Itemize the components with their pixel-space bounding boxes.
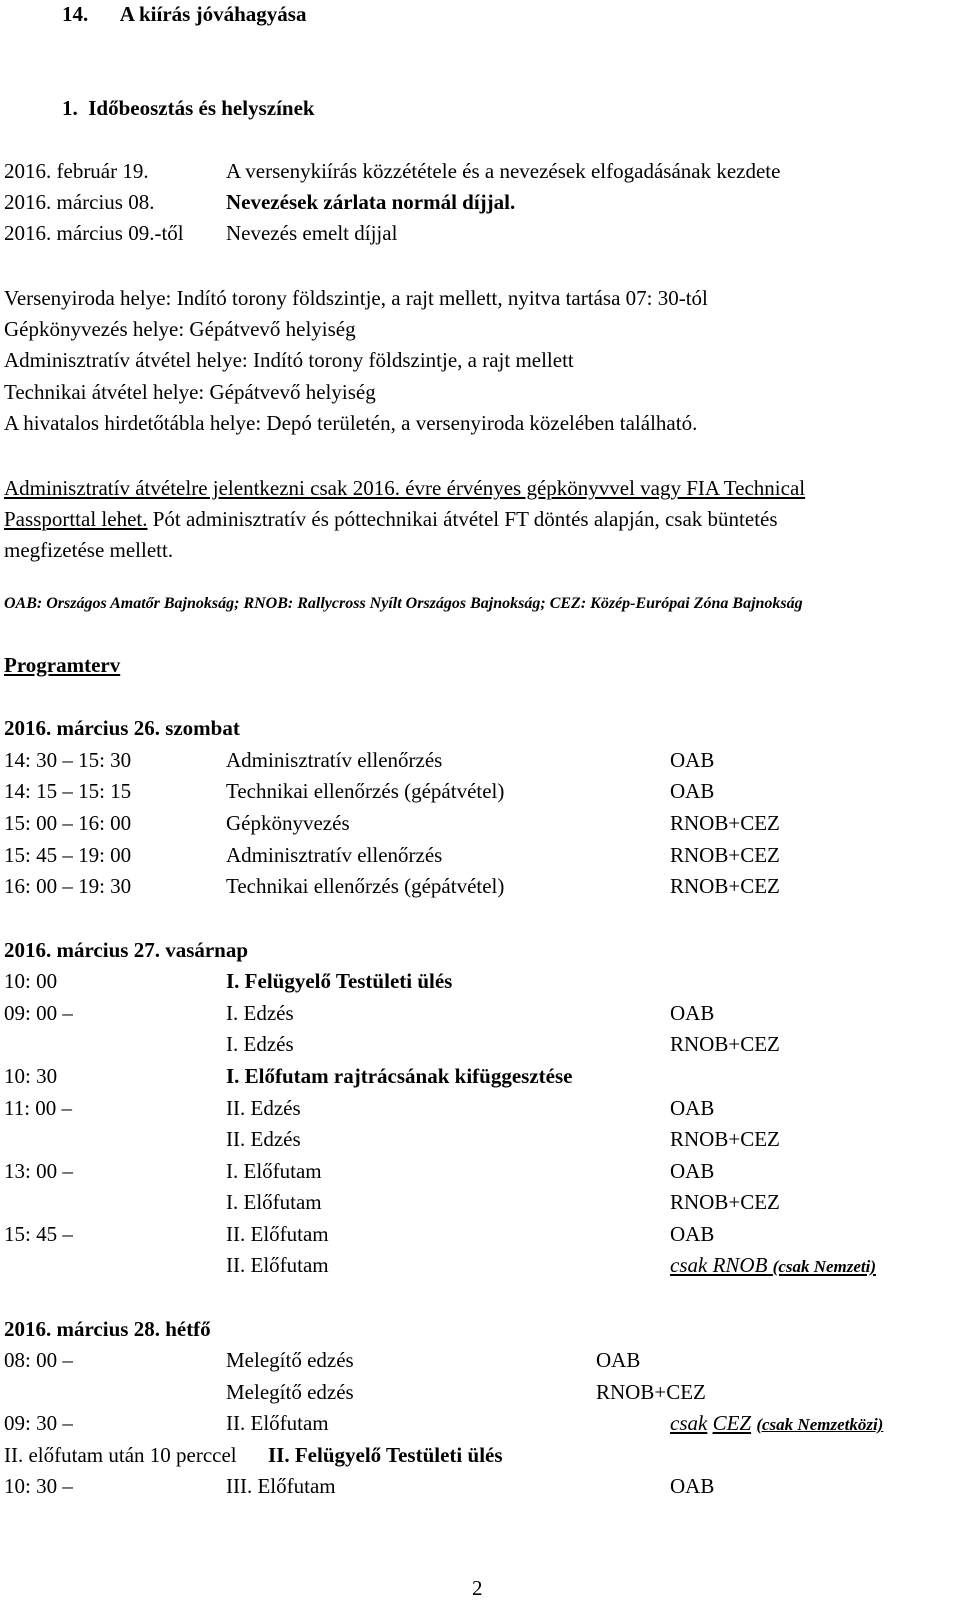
event-cell: II. Előfutam (226, 1222, 329, 1246)
class-cell: RNOB+CEZ (670, 811, 780, 835)
class-cell: RNOB+CEZ (670, 1032, 780, 1056)
event-cell: Adminisztratív ellenőrzés (226, 843, 443, 867)
abbreviation-legend: OAB: Országos Amatőr Bajnokság; RNOB: Rallycross Nyílt Országos Bajnokság; CEZ: Közép-Európai Zóna Bajnokság (4, 595, 803, 612)
schedule-row (0, 845, 960, 871)
time-cell: II. előfutam után 10 perccel (4, 1443, 237, 1467)
date-text: Nevezések zárlata normál díjjal. (226, 190, 516, 214)
schedule-row (0, 1192, 960, 1218)
event-cell: Technikai ellenőrzés (gépátvétel) (226, 779, 505, 803)
class-cell: RNOB+CEZ (670, 843, 780, 867)
time-cell: 09: 30 – (4, 1411, 73, 1435)
event-cell: I. Előfutam (226, 1190, 322, 1214)
location-line: Technikai átvétel helye: Gépátvevő helyiség (4, 380, 376, 404)
time-cell: 15: 45 – 19: 00 (4, 843, 132, 867)
class-main: CEZ (712, 1411, 752, 1435)
schedule-row (0, 1098, 960, 1124)
class-cell: RNOB+CEZ (670, 874, 780, 898)
class-cell: OAB (670, 1222, 715, 1246)
date-label: 2016. március 08. (4, 190, 155, 214)
time-cell: 14: 15 – 15: 15 (4, 779, 132, 803)
time-cell: 10: 30 (4, 1064, 58, 1088)
schedule-row (0, 1034, 960, 1060)
admin-note-line: Adminisztratív átvételre jelentkezni csak 2016. évre érvényes gépkönyvvel vagy FIA Technical (4, 476, 806, 500)
day-title: 2016. március 27. vasárnap (4, 938, 249, 962)
event-cell: Adminisztratív ellenőrzés (226, 748, 443, 772)
program-title: Programterv (4, 653, 121, 677)
schedule-row (0, 1003, 960, 1029)
class-cell: RNOB+CEZ (596, 1380, 706, 1404)
class-cell: OAB (670, 748, 715, 772)
admin-note-rest: Pót adminisztratív és póttechnikai átvétel FT döntés alapján, csak büntetés (147, 507, 778, 531)
date-text: A versenykiírás közzététele és a nevezések elfogadásának kezdete (226, 159, 781, 183)
class-cell: OAB (670, 1096, 715, 1120)
schedule-row (0, 1476, 960, 1502)
schedule-row (0, 1413, 960, 1439)
admin-note-line (4, 509, 778, 530)
time-cell: 15: 45 – (4, 1222, 73, 1246)
schedule-row (0, 813, 960, 839)
class-main: csak RNOB (670, 1253, 768, 1277)
schedule-row (0, 971, 960, 997)
location-line: Gépkönyvezés helye: Gépátvevő helyiség (4, 317, 356, 341)
event-cell: I. Előfutam rajtrácsának kifüggesztése (226, 1064, 573, 1088)
event-cell: I. Edzés (226, 1001, 294, 1025)
admin-note-line: megfizetése mellett. (4, 538, 174, 562)
class-cell: OAB (670, 779, 715, 803)
time-cell: 09: 00 – (4, 1001, 73, 1025)
event-cell: I. Felügyelő Testületi ülés (226, 969, 453, 993)
schedule-row (0, 1255, 960, 1281)
schedule-row (0, 1350, 960, 1376)
event-cell: III. Előfutam (226, 1474, 336, 1498)
class-cell (670, 1413, 883, 1434)
location-line: A hivatalos hirdetőtábla helye: Depó területén, a versenyiroda közelében található. (4, 411, 698, 435)
time-cell: 14: 30 – 15: 30 (4, 748, 132, 772)
time-cell: 16: 00 – 19: 30 (4, 874, 132, 898)
event-cell: II. Felügyelő Testületi ülés (268, 1443, 503, 1467)
schedule-row (0, 1224, 960, 1250)
class-cell (670, 1255, 876, 1276)
event-cell: II. Előfutam (226, 1253, 329, 1277)
schedule-row (0, 781, 960, 807)
schedule-row (0, 876, 960, 902)
location-line: Adminisztratív átvétel helye: Indító torony földszintje, a rajt mellett (4, 348, 574, 372)
schedule-row (0, 1382, 960, 1408)
section-heading: 14. A kiírás jóváhagyása (62, 2, 307, 26)
event-cell: I. Edzés (226, 1032, 294, 1056)
time-cell: 11: 00 – (4, 1096, 73, 1120)
class-word: csak (670, 1411, 708, 1435)
time-cell: 15: 00 – 16: 00 (4, 811, 132, 835)
location-line: Versenyiroda helye: Indító torony földszintje, a rajt mellett, nyitva tartása 07: 30-tól (4, 286, 708, 310)
event-cell: I. Előfutam (226, 1159, 322, 1183)
event-cell: Technikai ellenőrzés (gépátvétel) (226, 874, 505, 898)
date-label: 2016. február 19. (4, 159, 149, 183)
subsection-heading: 1. Időbeosztás és helyszínek (62, 96, 315, 120)
schedule-row (0, 1066, 960, 1092)
admin-note-underlined: Passporttal lehet. (4, 507, 148, 531)
date-label: 2016. március 09.-től (4, 221, 184, 245)
event-cell: Melegítő edzés (226, 1348, 354, 1372)
schedule-row (0, 750, 960, 776)
time-cell: 08: 00 – (4, 1348, 73, 1372)
time-cell: 10: 00 (4, 969, 58, 993)
event-cell: II. Edzés (226, 1096, 301, 1120)
class-cell: OAB (670, 1474, 715, 1498)
time-cell: 10: 30 – (4, 1474, 73, 1498)
time-cell: 13: 00 – (4, 1159, 73, 1183)
class-cell: OAB (670, 1001, 715, 1025)
day-title: 2016. március 28. hétfő (4, 1317, 211, 1341)
class-cell: OAB (596, 1348, 641, 1372)
page-number: 2 (472, 1576, 483, 1600)
class-note: (csak Nemzetközi) (756, 1415, 884, 1434)
class-note: (csak Nemzeti) (772, 1257, 877, 1276)
event-cell: Gépkönyvezés (226, 811, 350, 835)
event-cell: II. Előfutam (226, 1411, 329, 1435)
class-cell: RNOB+CEZ (670, 1190, 780, 1214)
event-cell: Melegítő edzés (226, 1380, 354, 1404)
schedule-row (0, 1445, 960, 1471)
date-text: Nevezés emelt díjjal (226, 221, 398, 245)
event-cell: II. Edzés (226, 1127, 301, 1151)
class-cell: RNOB+CEZ (670, 1127, 780, 1151)
day-title: 2016. március 26. szombat (4, 716, 240, 740)
schedule-row (0, 1129, 960, 1155)
class-cell: OAB (670, 1159, 715, 1183)
schedule-row (0, 1161, 960, 1187)
